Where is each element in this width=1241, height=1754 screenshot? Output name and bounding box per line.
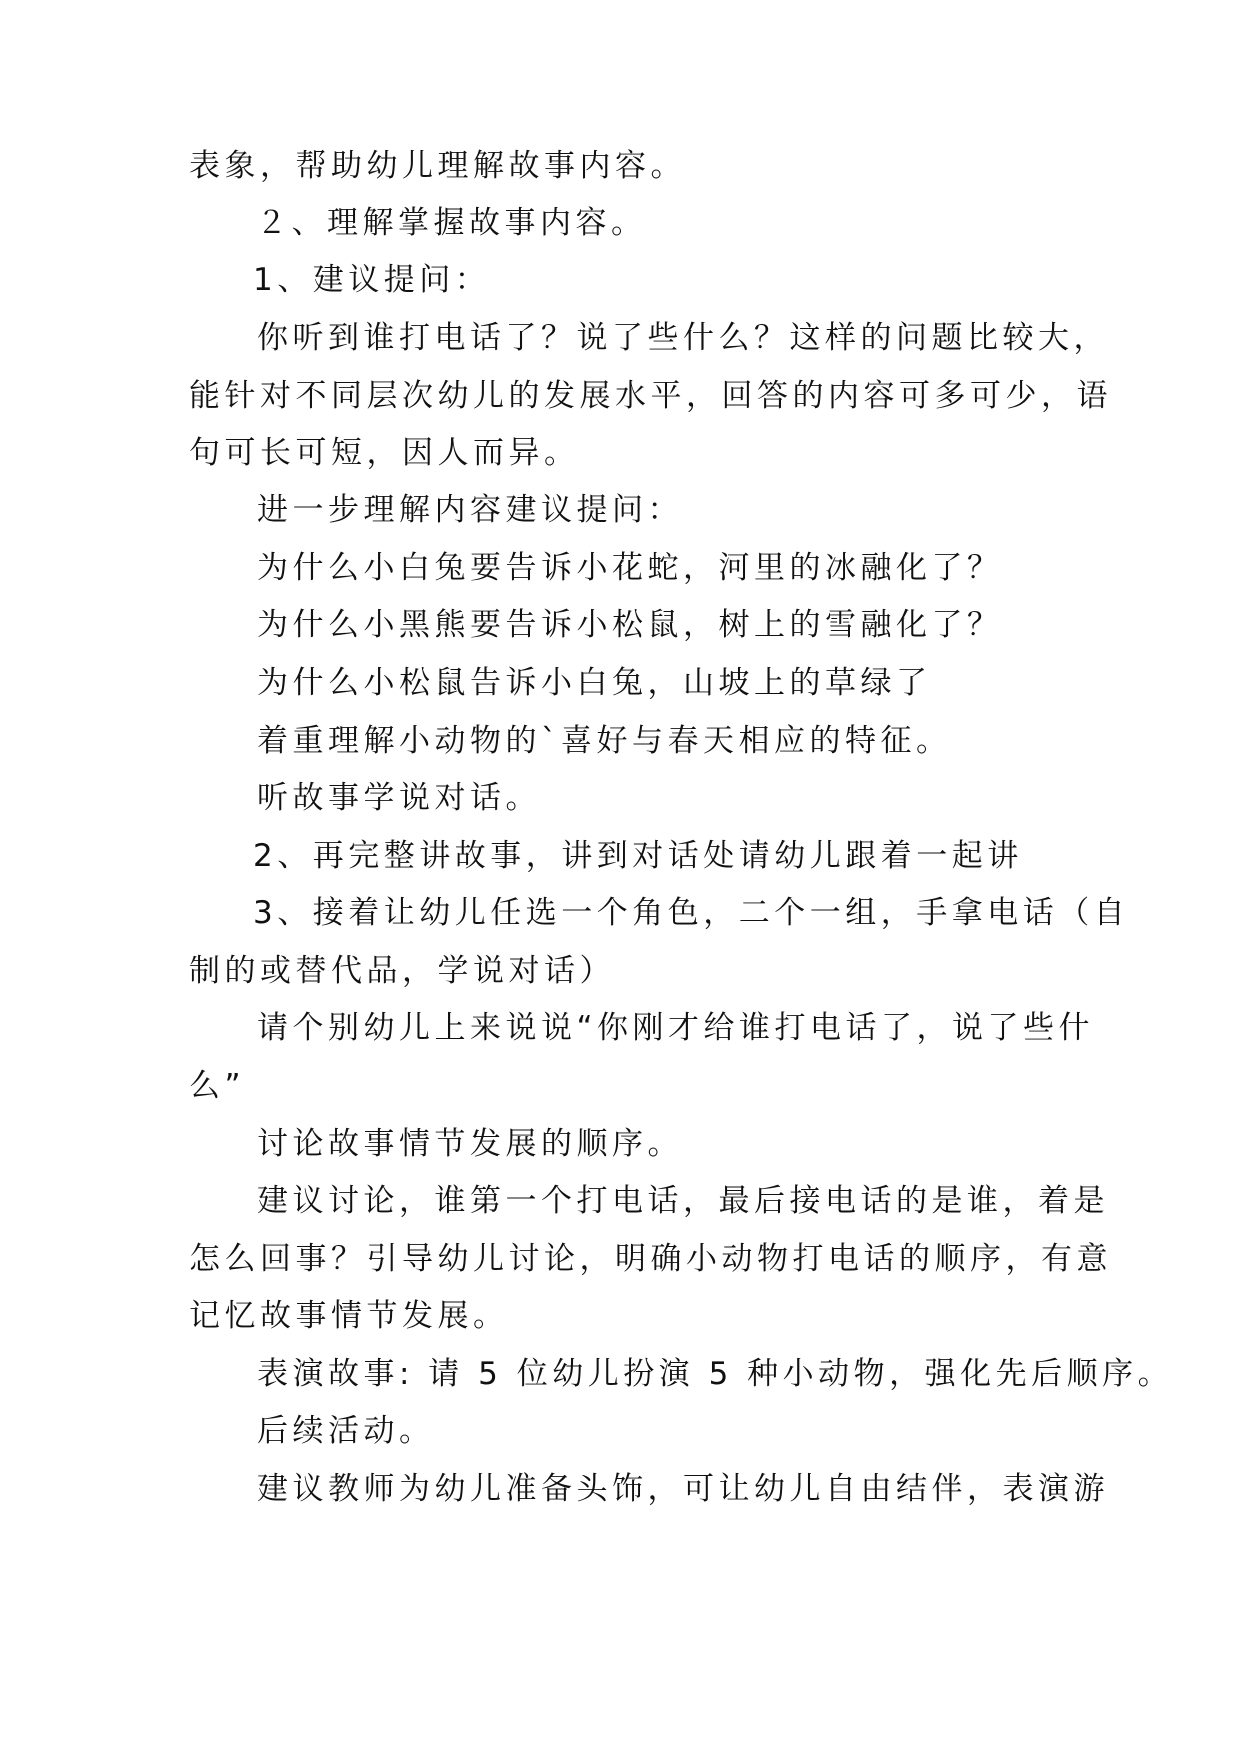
text-line: 听故事学说对话。	[257, 780, 541, 816]
text-line: 能针对不同层次幼儿的发展水平，回答的内容可多可少，语	[189, 378, 1112, 414]
text-line: 建议教师为幼儿准备头饰，可让幼儿自由结伴，表演游	[257, 1471, 1109, 1507]
text-line: 为什么小白兔要告诉小花蛇，河里的冰融化了？	[257, 550, 1003, 586]
text-line: 1、建议提问：	[253, 262, 491, 298]
text-line: 么”	[189, 1068, 246, 1104]
text-line: 请个别幼儿上来说说“你刚才给谁打电话了，说了些什	[257, 1010, 1095, 1046]
text-line: 2、再完整讲故事，讲到对话处请幼儿跟着一起讲	[253, 838, 1023, 874]
text-line: 记忆故事情节发展。	[189, 1298, 509, 1334]
text-line: 表演故事: 请 5 位幼儿扮演 5 种小动物，强化先后顺序。	[257, 1356, 1174, 1392]
text-line: 表象，帮助幼儿理解故事内容。	[189, 148, 686, 184]
text-line: 后续活动。	[257, 1413, 435, 1449]
text-line: 进一步理解内容建议提问：	[257, 492, 683, 528]
text-line: 建议讨论，谁第一个打电话，最后接电话的是谁，着是	[257, 1183, 1109, 1219]
text-line: 制的或替代品，学说对话）	[189, 953, 615, 989]
text-line: 你听到谁打电话了？说了些什么？这样的问题比较大，	[257, 320, 1109, 356]
text-line: 怎么回事？引导幼儿讨论，明确小动物打电话的顺序，有意	[189, 1241, 1112, 1277]
text-line: 讨论故事情节发展的顺序。	[257, 1126, 683, 1162]
text-line: 为什么小松鼠告诉小白兔，山坡上的草绿了	[257, 665, 932, 701]
text-line: 为什么小黑熊要告诉小松鼠，树上的雪融化了？	[257, 607, 1003, 643]
text-line: 3、接着让幼儿任选一个角色，二个一组，手拿电话（自	[253, 895, 1130, 931]
text-line: ２、理解掌握故事内容。	[256, 205, 647, 241]
text-line: 着重理解小动物的`喜好与春天相应的特征。	[257, 723, 952, 759]
text-line: 句可长可短，因人而异。	[189, 435, 580, 471]
